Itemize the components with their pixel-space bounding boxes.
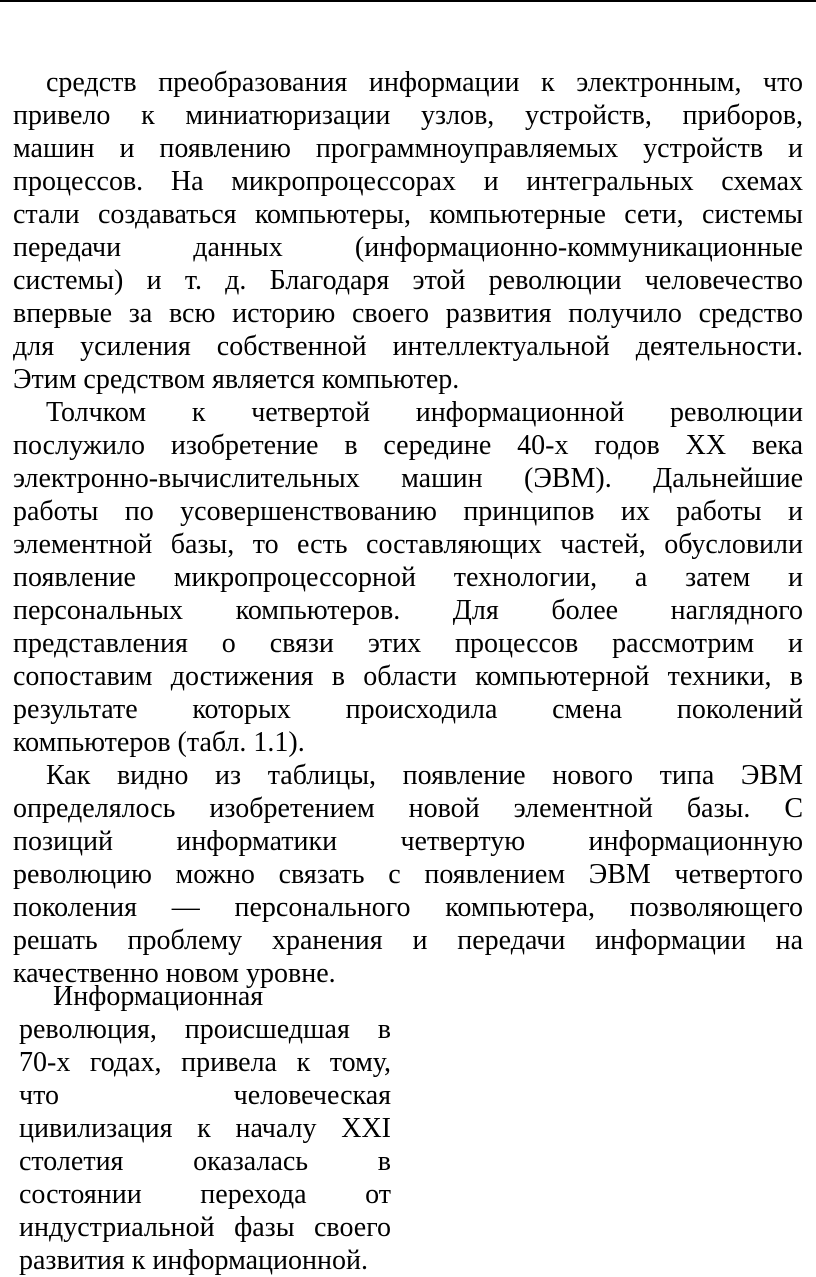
text-line: для усиления собственной интеллектуальной деятельности. [13, 331, 803, 362]
text-line: впервые за всю историю своего развития получило средство [13, 298, 803, 329]
text-line: послужило изобретение в середине 40-х годов XX века [13, 430, 803, 461]
text-line: качественно новом уровне. [13, 958, 336, 989]
text-line: персональных компьютеров. Для более наглядного [13, 595, 803, 626]
text-line: революция, происшедшая в [19, 1014, 391, 1045]
text-line: компьютеров (табл. 1.1). [13, 727, 305, 758]
text-line: представления о связи этих процессов рассмотрим и [13, 628, 803, 659]
text-line: поколения — персонального компьютера, позволяющего [13, 892, 803, 923]
text-line: средств преобразования информации к электронным, что [46, 67, 803, 98]
text-line: стали создаваться компьютеры, компьютерные сети, системы [13, 199, 803, 230]
paragraph-3 [13, 759, 803, 990]
text-line: появление микропроцессорной технологии, а затем и [13, 562, 803, 593]
text-line: процессов. На микропроцессорах и интегральных схемах [13, 166, 803, 197]
document-body [13, 66, 803, 990]
text-line: Этим средством является компьютер. [13, 364, 460, 395]
text-line: привело к миниатюризации узлов, устройств, приборов, [13, 100, 803, 131]
text-line: передачи данных (информационно-коммуникационные [13, 232, 803, 263]
paragraph-2 [13, 396, 803, 759]
text-line: индустриальной фазы своего [19, 1212, 391, 1243]
text-line: работы по усовершенствованию принципов их работы и [13, 496, 803, 527]
text-line: определялось изобретением новой элементной базы. С [13, 793, 803, 824]
text-line: Толчком к четвертой информационной революции [46, 397, 803, 428]
paragraph-1 [13, 66, 803, 396]
text-line: Информационная [53, 981, 264, 1012]
text-line: элементной базы, то есть составляющих частей, обусловили [13, 529, 803, 560]
text-line: решать проблему хранения и передачи информации на [13, 925, 803, 956]
text-line: электронно-вычислительных машин (ЭВМ). Дальнейшие [13, 463, 803, 494]
text-line: столетия оказалась в [19, 1146, 391, 1177]
text-line: результате которых происходила смена поколений [13, 694, 803, 725]
text-line: машин и появлению программноуправляемых устройств и [13, 133, 803, 164]
paragraph-4-narrow-column [19, 980, 391, 1277]
text-line: системы) и т. д. Благодаря этой революции человечество [13, 265, 803, 296]
text-line: революцию можно связать с появлением ЭВМ четвертого [13, 859, 803, 890]
text-line: сопоставим достижения в области компьютерной техники, в [13, 661, 803, 692]
text-line: цивилизация к началу XXI [19, 1113, 391, 1144]
text-line: состоянии перехода от [19, 1179, 391, 1210]
text-line: 70-х годах, привела к тому, [19, 1047, 391, 1078]
text-line: что человеческая [19, 1080, 391, 1111]
text-line: развития к информационной. [19, 1245, 368, 1276]
top-border-rule [0, 0, 816, 2]
text-line: позиций информатики четвертую информационную [13, 826, 803, 857]
text-line: Как видно из таблицы, появление нового типа ЭВМ [46, 760, 803, 791]
